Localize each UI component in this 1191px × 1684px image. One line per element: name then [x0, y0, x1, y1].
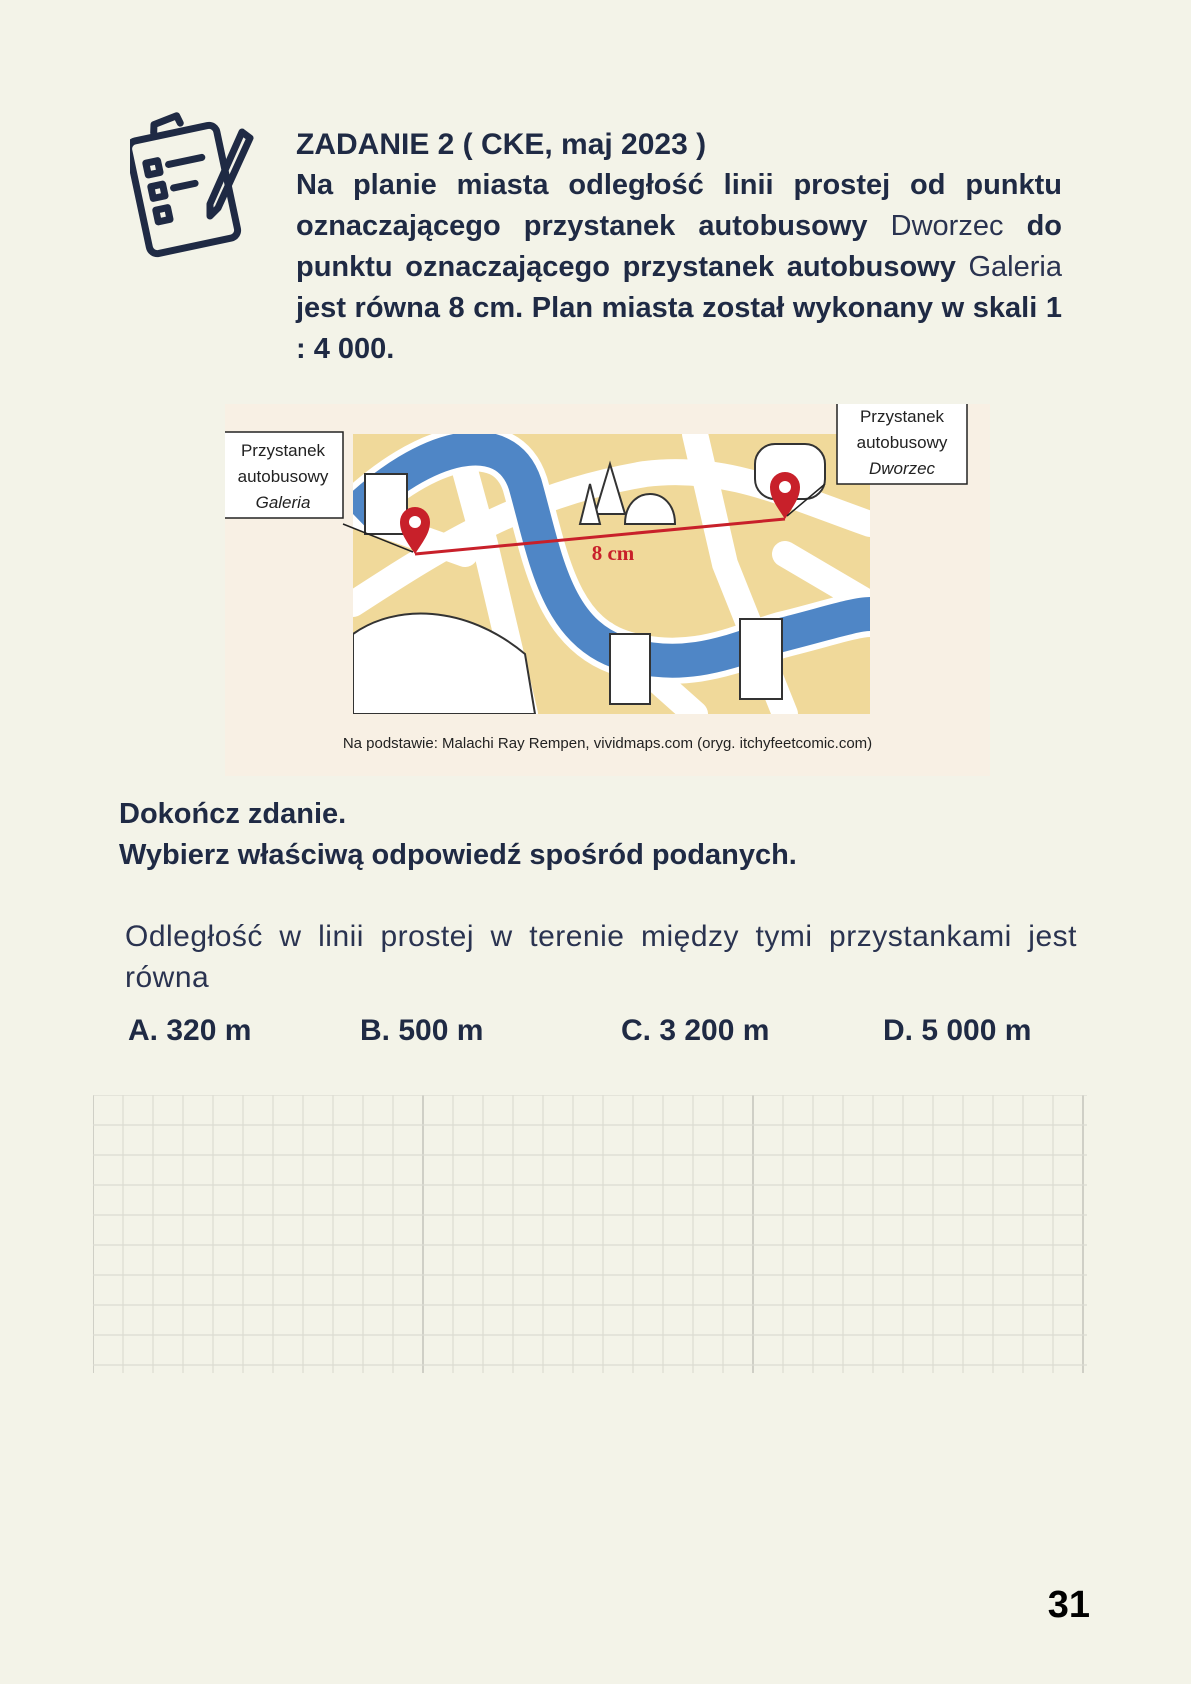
- question-text: Odległość w linii prostej w terenie między tymi przystankami jest równa: [125, 920, 1077, 994]
- label-galeria-line3: Galeria: [255, 493, 311, 512]
- task-text-part3: jest równa 8 cm. Plan miasta został wykonany w skali 1 : 4 000.: [296, 292, 1062, 365]
- label-galeria-line1: Przystanek: [240, 441, 326, 460]
- city-map-illustration: [225, 404, 990, 724]
- answer-option-b[interactable]: B. 500 m: [360, 1014, 484, 1047]
- answer-options: [0, 1014, 1191, 1058]
- label-dworzec-line3: Dworzec: [868, 459, 936, 478]
- label-dworzec-line2: autobusowy: [856, 433, 948, 452]
- label-dworzec-line1: Przystanek: [859, 407, 945, 426]
- task-statement: [296, 124, 1062, 370]
- instruction-line-2: Wybierz właściwą odpowiedź spośród podanych.: [119, 839, 797, 871]
- instruction-line-1: Dokończ zdanie.: [119, 798, 347, 830]
- task-title: ZADANIE 2 ( CKE, maj 2023 ): [296, 128, 707, 161]
- task-text-part1: Na planie miasta odległość linii prostej od punktu oznaczającego przystanek autobusowy: [296, 169, 1062, 242]
- answer-option-a[interactable]: A. 320 m: [128, 1014, 252, 1047]
- page-number: 31: [1047, 1584, 1090, 1626]
- task-text-part2: do punktu oznaczającego przystanek autobusowy: [296, 210, 1062, 283]
- clipboard-checklist-icon: [130, 112, 260, 262]
- figure-caption: Na podstawie: Malachi Ray Rempen, vividmaps.com (oryg. itchyfeetcomic.com): [342, 735, 873, 752]
- task-body: [296, 165, 1062, 370]
- stop-name-galeria: Galeria: [968, 251, 1062, 283]
- answer-grid[interactable]: [93, 1095, 1087, 1373]
- instructions: [119, 794, 797, 876]
- stop-name-dworzec: Dworzec: [890, 210, 1004, 242]
- answer-option-d[interactable]: D. 5 000 m: [883, 1014, 1032, 1047]
- city-map-figure: [225, 404, 990, 776]
- label-galeria-line2: autobusowy: [237, 467, 329, 486]
- answer-option-c[interactable]: C. 3 200 m: [621, 1014, 770, 1047]
- distance-label: 8 cm: [591, 541, 635, 565]
